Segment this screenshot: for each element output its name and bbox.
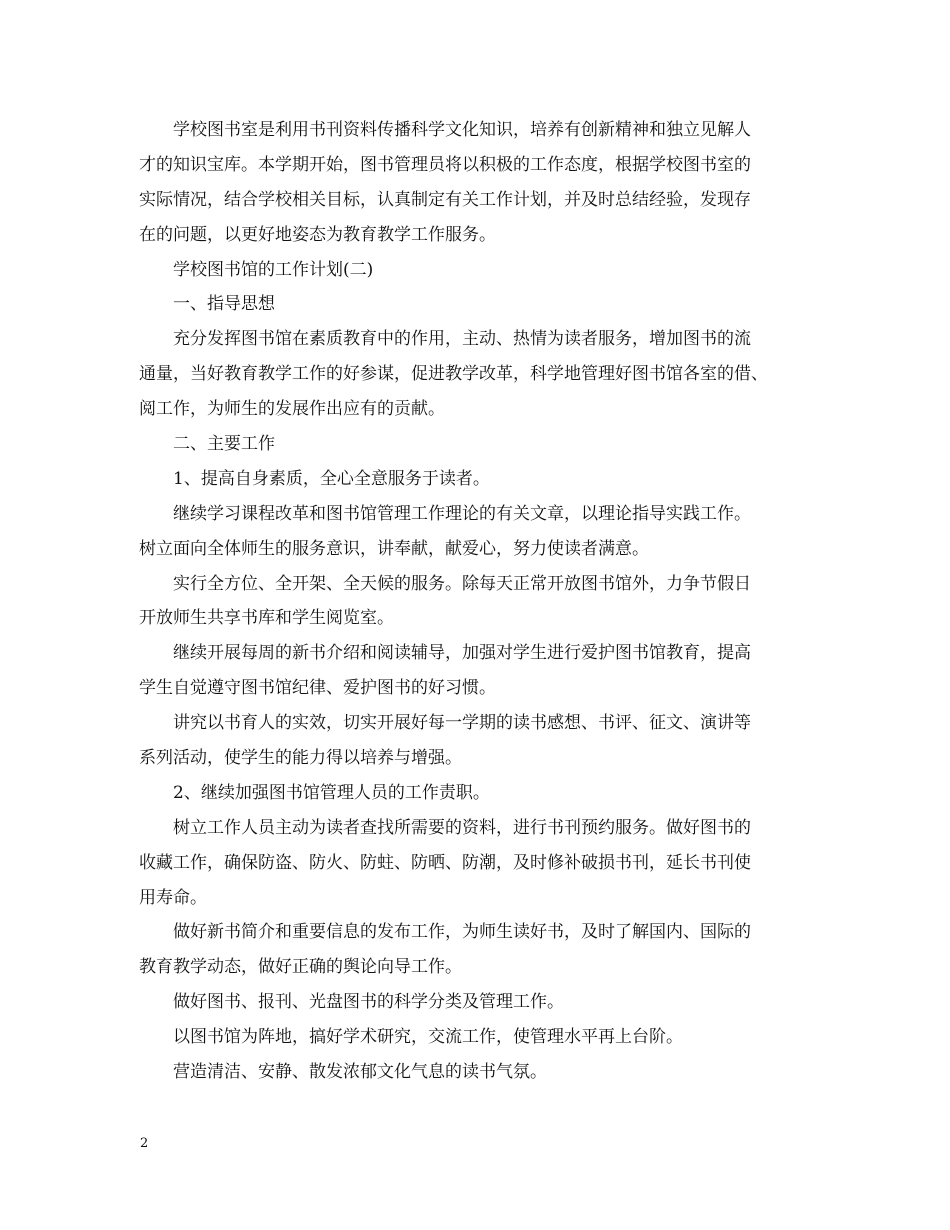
text-line: 一、指导思想 [173,294,275,315]
text-line: 教育教学动态，做好正确的舆论向导工作。 [139,957,462,978]
text-line: 做好图书、报刊、光盘图书的科学分类及管理工作。 [173,992,564,1013]
text-line: 学生自觉遵守图书馆纪律、爱护图书的好习惯。 [139,678,496,699]
text-line: 营造清洁、安静、散发浓郁文化气息的读书气氛。 [173,1062,547,1083]
text-line: 1、提高自身素质，全心全意服务于读者。 [173,468,490,489]
text-line: 树立工作人员主动为读者查找所需要的资料，进行书刊预约服务。做好图书的 [173,817,751,838]
text-line: 实际情况，结合学校相关目标，认真制定有关工作计划，并及时总结经验，发现存 [139,189,751,210]
text-line: 收藏工作，确保防盗、防火、防蛀、防晒、防潮，及时修补破损书刊，延长书刊使 [139,852,751,873]
text-line: 开放师生共享书库和学生阅览室。 [139,608,394,629]
text-line: 继续学习课程改革和图书馆管理工作理论的有关文章，以理论指导实践工作。 [173,503,751,524]
text-line: 2、继续加强图书馆管理人员的工作责职。 [173,782,490,803]
text-line: 系列活动，使学生的能力得以培养与增强。 [139,748,462,769]
text-line: 二、主要工作 [173,434,275,455]
text-line: 充分发挥图书馆在素质教育中的作用，主动、热情为读者服务，增加图书的流 [173,329,751,350]
text-line: 继续开展每周的新书介绍和阅读辅导，加强对学生进行爱护图书馆教育，提高 [173,643,751,664]
document-body [139,113,819,1090]
text-line: 学校图书室是利用书刊资料传播科学文化知识，培养有创新精神和独立见解人 [173,120,751,140]
text-line: 讲究以书育人的实效，切实开展好每一学期的读书感想、书评、征文、演讲等 [173,713,751,734]
text-line: 以图书馆为阵地，搞好学术研究，交流工作，使管理水平再上台阶。 [173,1027,683,1048]
text-line: 阅工作，为师生的发展作出应有的贡献。 [139,399,445,420]
text-line: 通量，当好教育教学工作的好参谋，促进教学改革，科学地管理好图书馆各室的借、 [139,364,768,385]
text-line: 用寿命。 [139,887,207,908]
text-line: 树立面向全体师生的服务意识，讲奉献，献爱心，努力使读者满意。 [139,538,649,559]
text-line: 做好新书简介和重要信息的发布工作，为师生读好书，及时了解国内、国际的 [173,922,751,943]
text-line: 才的知识宝库。本学期开始，图书管理员将以积极的工作态度，根据学校图书室的 [139,154,751,175]
text-line: 学校图书馆的工作计划(二) [173,259,374,280]
text-line: 在的问题，以更好地姿态为教育教学工作服务。 [139,224,496,245]
text-line: 实行全方位、全开架、全天候的服务。除每天正常开放图书馆外，力争节假日 [173,573,751,594]
page-number: 2 [140,1136,149,1151]
